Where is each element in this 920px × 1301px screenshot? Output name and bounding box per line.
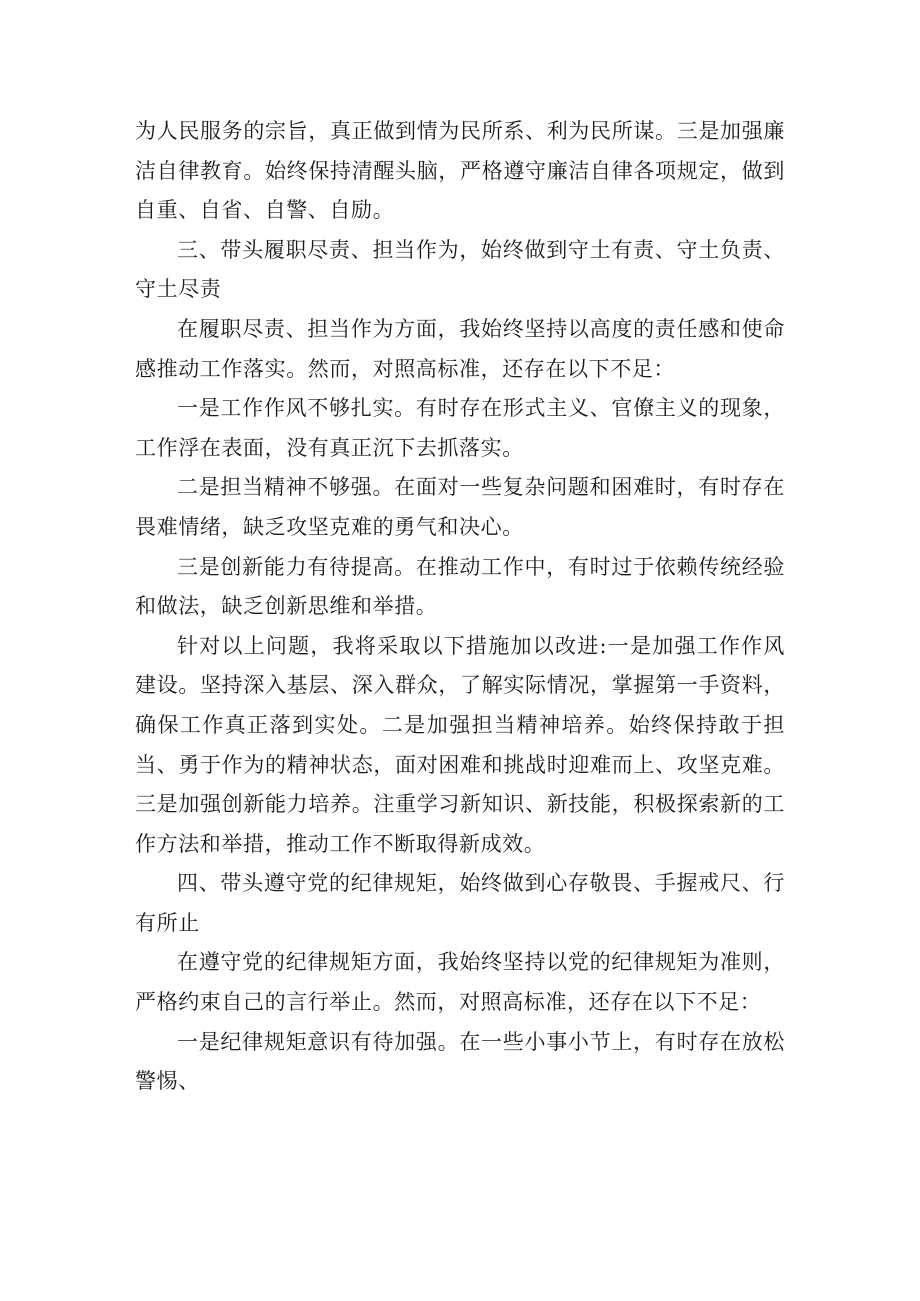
section-heading-3: 三、带头履职尽责、担当作为，始终做到守土有责、守土负责、守土尽责 [135, 237, 785, 302]
paragraph-continuation: 为人民服务的宗旨，真正做到情为民所系、利为民所谋。三是加强廉洁自律教育。始终保持清醒头脑，严格遵守廉洁自律各项规定，做到自重、自省、自警、自励。 [135, 119, 785, 223]
paragraph: 一是纪律规矩意识有待加强。在一些小事小节上，有时存在放松警惕、 [135, 1029, 785, 1094]
paragraph: 三是创新能力有待提高。在推动工作中，有时过于依赖传统经验和做法，缺乏创新思维和举措。 [135, 554, 785, 619]
paragraph: 二是担当精神不够强。在面对一些复杂问题和困难时，有时存在畏难情绪，缺乏攻坚克难的勇气和决心。 [135, 475, 785, 539]
paragraph: 在遵守党的纪律规矩方面，我始终坚持以党的纪律规矩为准则，严格约束自己的言行举止。然而，对照高标准，还存在以下不足： [135, 950, 785, 1015]
paragraph: 一是工作作风不够扎实。有时存在形式主义、官僚主义的现象，工作浮在表面，没有真正沉下去抓落实。 [135, 396, 785, 460]
section-heading-4: 四、带头遵守党的纪律规矩，始终做到心存敬畏、手握戒尺、行有所止 [135, 871, 785, 935]
paragraph: 针对以上问题，我将采取以下措施加以改进:一是加强工作作风建设。坚持深入基层、深入群众，了解实际情况，掌握第一手资料，确保工作真正落到实处。二是加强担当精神培养。始终保持敢于担当、勇于作为的精神状态，面对困难和挑战时迎难而上、攻坚克难。三是加强创新能力培养。注重学习新知识、新技能，积极探索新的工作方法和举措，推动工作不断取得新成效。 [135, 633, 785, 856]
paragraph: 在履职尽责、担当作为方面，我始终坚持以高度的责任感和使命感推动工作落实。然而，对照高标准，还存在以下不足： [135, 316, 785, 381]
document-body [135, 112, 785, 1102]
